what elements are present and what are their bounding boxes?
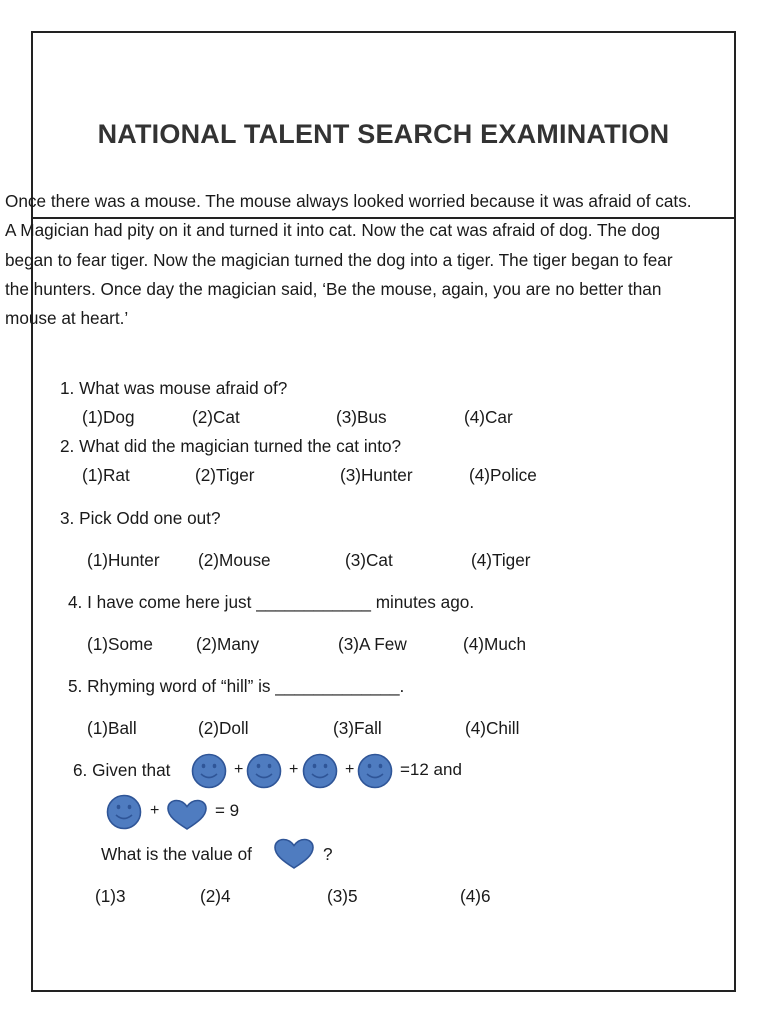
heart-icon xyxy=(166,799,208,831)
q5-option-1: (1)Ball xyxy=(87,718,137,738)
q5-option-3: (3)Fall xyxy=(333,718,382,738)
q4-option-4: (4)Much xyxy=(463,634,527,654)
smiley-face-icon xyxy=(191,753,227,789)
q2-option-1: (1)Rat xyxy=(82,465,130,485)
q3-option-3: (3)Cat xyxy=(345,550,393,570)
question-6-ask: What is the value of xyxy=(101,844,252,864)
q6-option-2: (2)4 xyxy=(200,886,231,906)
q4-option-3: (3)A Few xyxy=(338,634,407,654)
heart-icon xyxy=(273,838,315,870)
question-5: 5. Rhyming word of “hill” is _____________. xyxy=(68,676,405,696)
plus-sign: + xyxy=(345,761,355,778)
question-4: 4. I have come here just ____________ minutes ago. xyxy=(68,592,475,612)
plus-sign: + xyxy=(289,761,299,778)
story-passage: Once there was a mouse. The mouse always looked worried because it was afraid of cats. A Magician had pity on it and turned it into cat. Now the cat was afraid of dog. The dog began to fear tiger. Now the magician turned the dog into a tiger. The tiger began to fear the hunters. Once day the magician said, ‘Be the mouse, again, you are no better than mouse at heart.’ xyxy=(5,191,692,329)
q1-option-1: (1)Dog xyxy=(82,407,135,427)
q6-option-3: (3)5 xyxy=(327,886,358,906)
q6-option-1: (1)3 xyxy=(95,886,126,906)
q4-option-1: (1)Some xyxy=(87,634,153,654)
plus-sign: + xyxy=(150,802,160,819)
equation-1-result: =12 and xyxy=(400,760,462,779)
q2-option-3: (3)Hunter xyxy=(340,465,413,485)
q3-option-2: (2)Mouse xyxy=(198,550,271,570)
page-title: NATIONAL TALENT SEARCH EXAMINATION xyxy=(97,119,670,149)
smiley-face-icon xyxy=(106,794,142,830)
q6-option-4: (4)6 xyxy=(460,886,491,906)
q5-option-2: (2)Doll xyxy=(198,718,249,738)
q5-option-4: (4)Chill xyxy=(465,718,520,738)
q2-option-4: (4)Police xyxy=(469,465,537,485)
q2-option-2: (2)Tiger xyxy=(195,465,255,485)
q3-option-1: (1)Hunter xyxy=(87,550,160,570)
equation-2-result: = 9 xyxy=(215,801,240,820)
question-2: 2. What did the magician turned the cat into? xyxy=(60,436,402,456)
smiley-face-icon xyxy=(357,753,393,789)
q1-option-2: (2)Cat xyxy=(192,407,240,427)
question-3: 3. Pick Odd one out? xyxy=(60,508,221,528)
plus-sign: + xyxy=(234,761,244,778)
question-6: 6. Given that xyxy=(73,760,171,780)
q1-option-4: (4)Car xyxy=(464,407,513,427)
question-1: 1. What was mouse afraid of? xyxy=(60,378,288,398)
q3-option-4: (4)Tiger xyxy=(471,550,531,570)
smiley-face-icon xyxy=(246,753,282,789)
q1-option-3: (3)Bus xyxy=(336,407,387,427)
question-mark: ? xyxy=(323,844,333,864)
smiley-face-icon xyxy=(302,753,338,789)
q4-option-2: (2)Many xyxy=(196,634,260,654)
